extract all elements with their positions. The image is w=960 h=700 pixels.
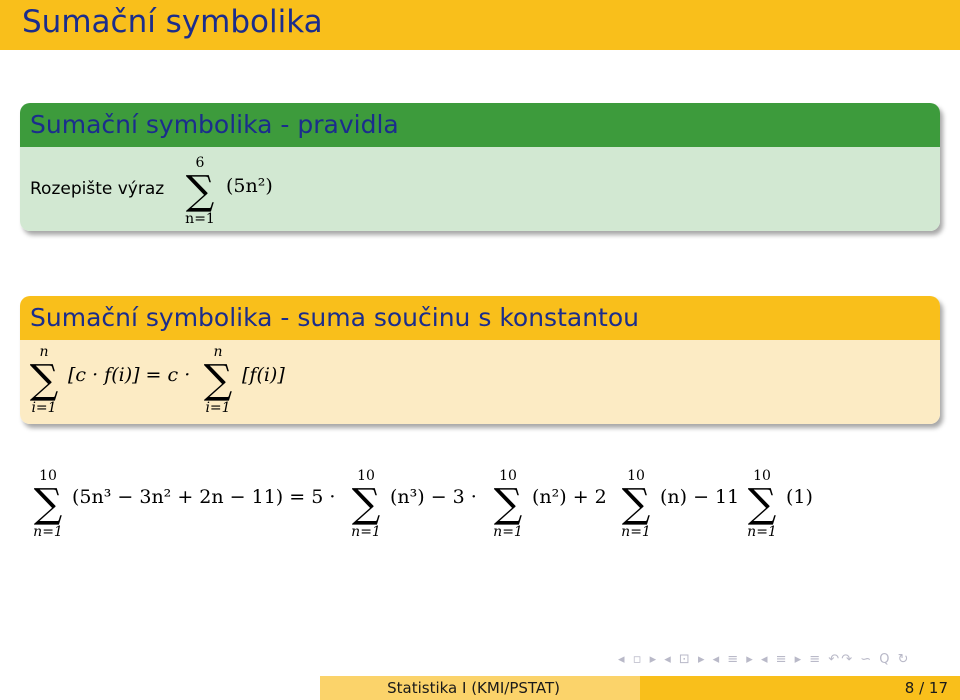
sum-right-upper: n [213,344,223,360]
sigma-glyph: ∑ [493,481,523,527]
eq-sum-lower: n=1 [747,524,777,540]
sigma-glyph: ∑ [747,481,777,527]
eq-sum-upper: 10 [627,468,645,484]
beamer-navigation-icons[interactable]: ◂ ▫ ▸ ◂ ⊡ ▸ ◂ ≡ ▸ ◂ ≡ ▸ ≡ ↶↷ ∽ Q ↻ [618,652,911,667]
eq-part-5: (1) [786,486,813,508]
lhs-expression: [c · f(i)] = c · [68,364,191,386]
footer-course [320,676,640,700]
footer-page-number: 8 / 17 [904,679,948,697]
eq-sum-2 [344,468,388,540]
rhs-expression: [f(i)] [242,364,285,386]
sigma-glyph: ∑ [185,168,215,214]
eq-part-4: (n) − 11 [660,486,740,508]
eq-sum-lower: n=1 [621,524,651,540]
sum-lower: n=1 [185,211,215,227]
eq-sum-upper: 10 [39,468,57,484]
sigma-glyph: ∑ [29,357,59,403]
sigma-glyph: ∑ [203,357,233,403]
sum-argument: (5n²) [226,175,273,197]
eq-sum-4 [614,468,658,540]
eq-part-3: (n²) + 2 [532,486,607,508]
footer-left [0,676,320,700]
sum-left-lower: i=1 [31,400,57,416]
sum-left-upper: n [39,344,49,360]
sum-symbol-left [22,344,66,416]
sigma-glyph: ∑ [621,481,651,527]
rules-block [20,103,940,231]
rewrite-text: Rozepište výraz [30,179,165,199]
eq-sum-upper: 10 [499,468,517,484]
eq-sum-lower: n=1 [33,524,63,540]
eq-part-1: (5n³ − 3n² + 2n − 11) = 5 · [72,486,336,508]
rules-block-title: Sumační symbolika - pravidla [20,103,940,147]
constant-product-block [20,296,940,424]
footer-page [640,676,960,700]
eq-sum-3 [486,468,530,540]
constant-product-title: Sumační symbolika - suma součinu s konstantou [20,296,940,340]
rules-block-body [20,147,940,231]
eq-sum-upper: 10 [357,468,375,484]
constant-product-body [20,340,940,424]
sum-upper: 6 [195,155,205,171]
eq-part-2: (n³) − 3 · [390,486,477,508]
slide-header [0,0,960,50]
eq-sum-1 [26,468,70,540]
eq-sum-lower: n=1 [493,524,523,540]
eq-sum-lower: n=1 [351,524,381,540]
footer-course-label: Statistika I (KMI/PSTAT) [387,679,560,697]
slide-footer [0,676,960,700]
eq-sum-5 [740,468,784,540]
sigma-glyph: ∑ [33,481,63,527]
sigma-glyph: ∑ [351,481,381,527]
sum-symbol-right [196,344,240,416]
slide-title: Sumační symbolika [22,4,323,40]
eq-sum-upper: 10 [753,468,771,484]
sum-symbol [178,155,222,227]
sum-right-lower: i=1 [205,400,231,416]
